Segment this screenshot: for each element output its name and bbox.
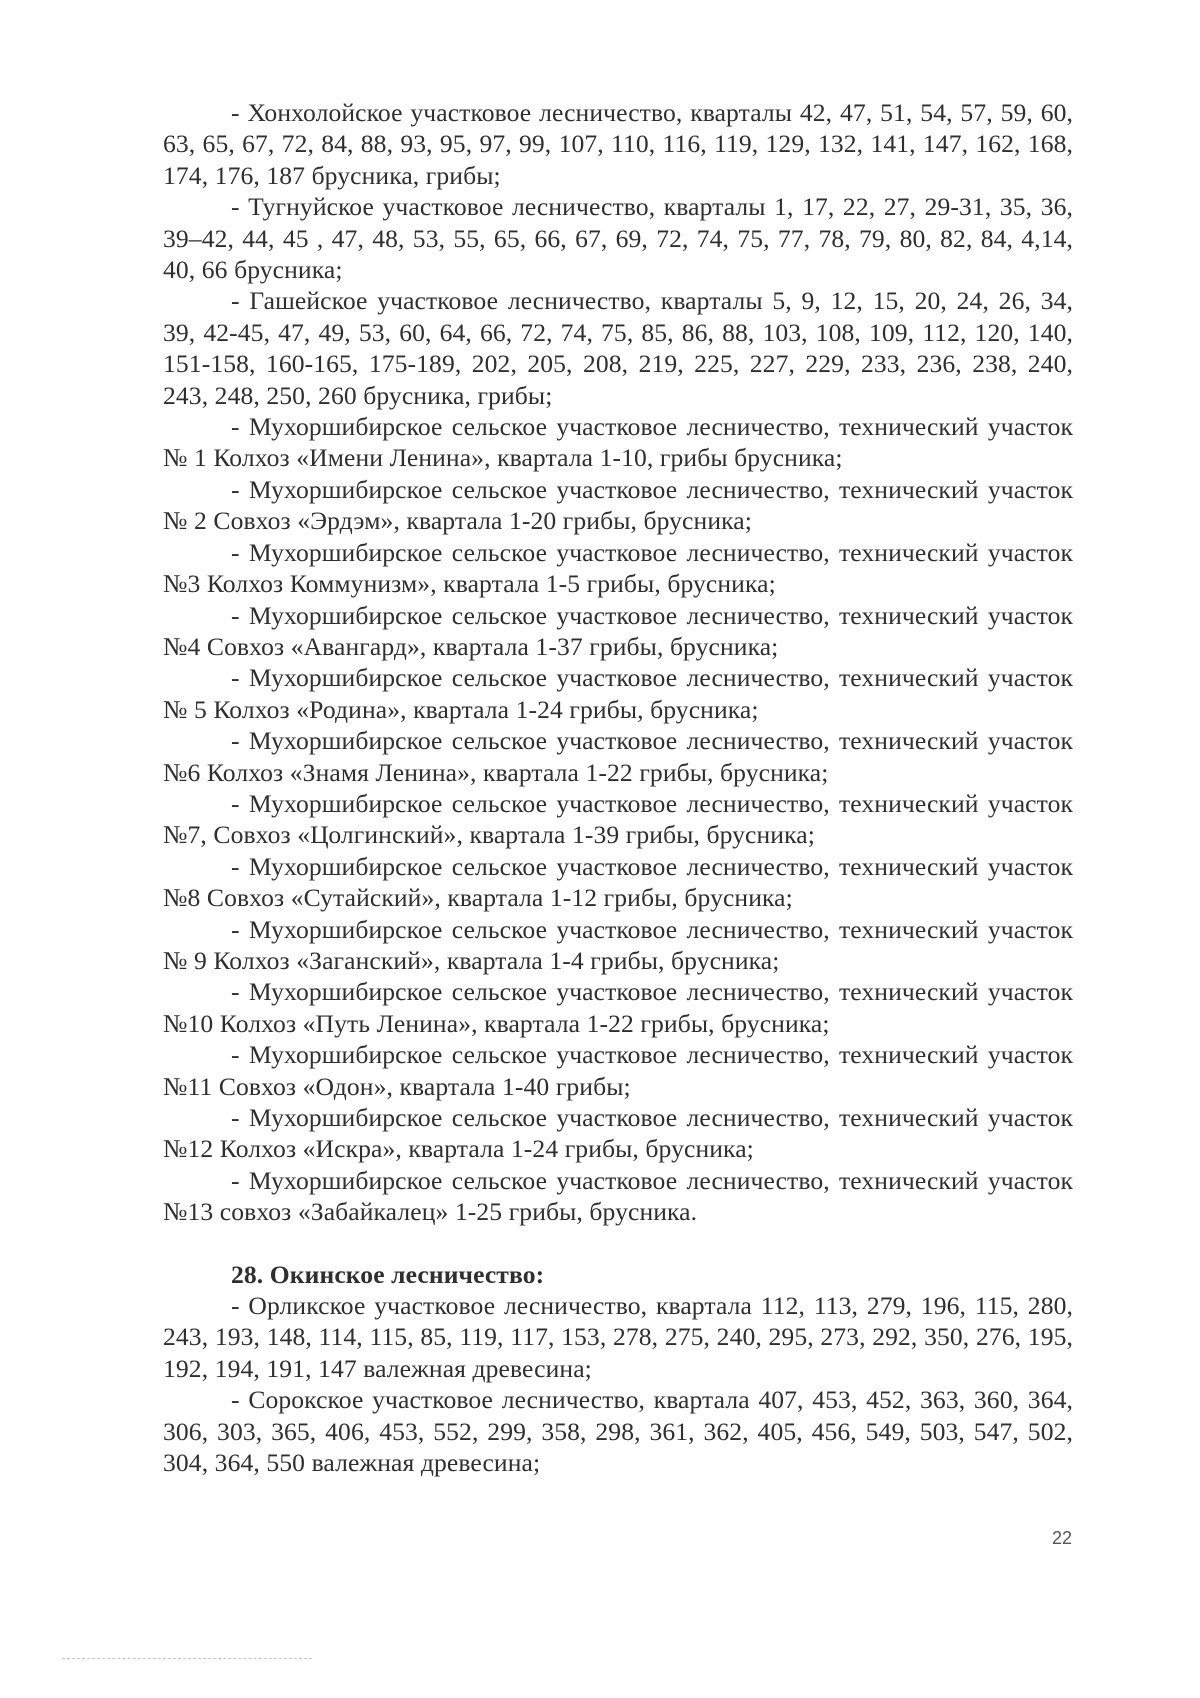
forestry-paragraph-13: - Мухоршибирское сельское участковое лесничество, технический участок №10 Колхоз «Путь Ленина», квартала 1-22 грибы, брусника; xyxy=(163,977,1073,1038)
okinsk-paragraph-1: - Орликское участковое лесничество, квартала 112, 113, 279, 196, 115, 280, 243, 193, 148, 114, 115, 85, 119, 117, 153, 278, 275, 240, 295, 273, 292, 350, 276, 195, 192, 194, 191, 147 валежная древесина; xyxy=(163,1291,1073,1383)
forestry-list-bottom xyxy=(163,1290,1073,1478)
forestry-paragraph-5: - Мухоршибирское сельское участковое лесничество, технический участок № 2 Совхоз «Эрдэм», квартала 1-20 грибы, брусника; xyxy=(163,474,1073,536)
forestry-paragraph-1: - Хонхолойское участковое лесничество, кварталы 42, 47, 51, 54, 57, 59, 60, 63, 65, 67, 72, 84, 88, 93, 95, 97, 99, 107, 110, 116, 119, 129, 132, 141, 147, 162, 168, 174, 176, 187 брусника, грибы; xyxy=(163,98,1073,190)
forestry-paragraph-11: - Мухоршибирское сельское участковое лесничество, технический участок №8 Совхоз «Сутайский», квартала 1-12 грибы, брусника; xyxy=(163,851,1073,913)
forestry-paragraph-7: - Мухоршибирское сельское участковое лесничество, технический участок №4 Совхоз «Авангард», квартала 1-37 грибы, брусника; xyxy=(163,600,1073,661)
forestry-paragraph-9: - Мухоршибирское сельское участковое лесничество, технический участок №6 Колхоз «Знамя Ленина», квартала 1-22 грибы, брусника; xyxy=(163,726,1073,787)
forestry-paragraph-12: - Мухоршибирское сельское участковое лесничество, технический участок № 9 Колхоз «Заганский», квартала 1-4 грибы, брусника; xyxy=(163,914,1073,975)
scan-artifact-line xyxy=(62,1658,312,1659)
forestry-paragraph-16: - Мухоршибирское сельское участковое лесничество, технический участок №13 совхоз «Забайкалец» 1-25 грибы, брусника. xyxy=(163,1165,1073,1227)
forestry-paragraph-8: - Мухоршибирское сельское участковое лесничество, технический участок № 5 Колхоз «Родина», квартала 1-24 грибы, брусника; xyxy=(163,663,1073,724)
forestry-paragraph-4: - Мухоршибирское сельское участковое лесничество, технический участок № 1 Колхоз «Имени Ленина», квартала 1-10, грибы брусника; xyxy=(163,412,1073,473)
okinsk-paragraph-2: - Сорокское участковое лесничество, квартала 407, 453, 452, 363, 360, 364, 306, 303, 365, 406, 453, 552, 299, 358, 298, 361, 362, 405, 456, 549, 503, 547, 502, 304, 364, 550 валежная древесина; xyxy=(163,1385,1073,1478)
forestry-list-top xyxy=(163,97,1073,1228)
forestry-paragraph-6: - Мухоршибирское сельское участковое лесничество, технический участок №3 Колхоз Коммунизм», квартала 1-5 грибы, брусника; xyxy=(163,537,1073,599)
section-heading: 28. Окинское лесничество: xyxy=(231,1259,545,1289)
page-number: 22 xyxy=(1052,1528,1073,1548)
forestry-paragraph-15: - Мухоршибирское сельское участковое лесничество, технический участок №12 Колхоз «Искра», квартала 1-24 грибы, брусника; xyxy=(163,1103,1073,1164)
forestry-paragraph-2: - Тугнуйское участковое лесничество, кварталы 1, 17, 22, 27, 29-31, 35, 36, 39–42, 44, 45 , 47, 48, 53, 55, 65, 66, 67, 69, 72, 74, 75, 77, 78, 79, 80, 82, 84, 4,14, 40, 66 брусника; xyxy=(163,192,1073,285)
document-body xyxy=(163,97,1073,1478)
forestry-paragraph-14: - Мухоршибирское сельское участковое лесничество, технический участок №11 Совхоз «Одон», квартала 1-40 грибы; xyxy=(163,1040,1073,1101)
forestry-paragraph-10: - Мухоршибирское сельское участковое лесничество, технический участок №7, Совхоз «Цолгинский», квартала 1-39 грибы, брусника; xyxy=(163,788,1073,850)
forestry-paragraph-3: - Гашейское участковое лесничество, кварталы 5, 9, 12, 15, 20, 24, 26, 34, 39, 42-45, 47, 49, 53, 60, 64, 66, 72, 74, 75, 85, 86, 88, 103, 108, 109, 112, 120, 140, 151-158, 160-165, 175-189, 202, 205, 208, 219, 225, 227, 229, 233, 236, 238, 240, 243, 248, 250, 260 брусника, грибы; xyxy=(163,286,1073,410)
